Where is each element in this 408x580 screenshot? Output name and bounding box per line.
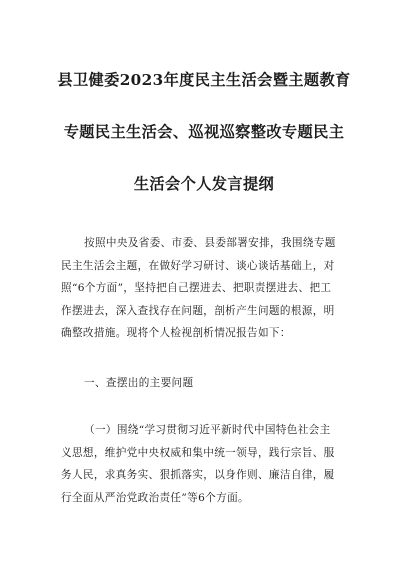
item-paragraph-line: 义思想，维护党中央权威和集中统一领导，践行宗旨、服 [61, 446, 335, 459]
intro-paragraph-line: 照“6个方面”，坚持把自己摆进去、把职责摆进去、把工 [61, 282, 332, 294]
intro-paragraph-line: 确整改措施。现将个人检视剖析情况报告如下： [61, 327, 291, 339]
document-title-line-2: 专题民主生活会、巡视巡察整改专题民主 [63, 123, 345, 141]
section-heading: 一、查摆出的主要问题 [84, 377, 194, 389]
document-title-line-3: 生活会个人发言提纲 [133, 175, 275, 193]
document-title-line-1: 县卫健委2023年度民主生活会暨主题教育 [57, 71, 351, 89]
intro-paragraph-line: 按照中央及省委、市委、县委部署安排，我围绕专题 [84, 237, 336, 249]
intro-paragraph-line: 民主生活会主题，在做好学习研讨、谈心谈话基础上，对 [61, 259, 335, 272]
item-paragraph-line: 务人民，求真务实、狠抓落实，以身作则、廉洁自律，履 [61, 469, 335, 481]
item-paragraph-line: （一）围绕“学习贯彻习近平新时代中国特色社会主 [84, 424, 331, 436]
item-paragraph [61, 419, 349, 509]
item-paragraph-line: 行全面从严治党政治责任”等6个方面。 [61, 491, 249, 504]
intro-paragraph [61, 232, 349, 345]
intro-paragraph-line: 作摆进去，深入查找存在问题，剖析产生问题的根源，明 [61, 304, 335, 317]
